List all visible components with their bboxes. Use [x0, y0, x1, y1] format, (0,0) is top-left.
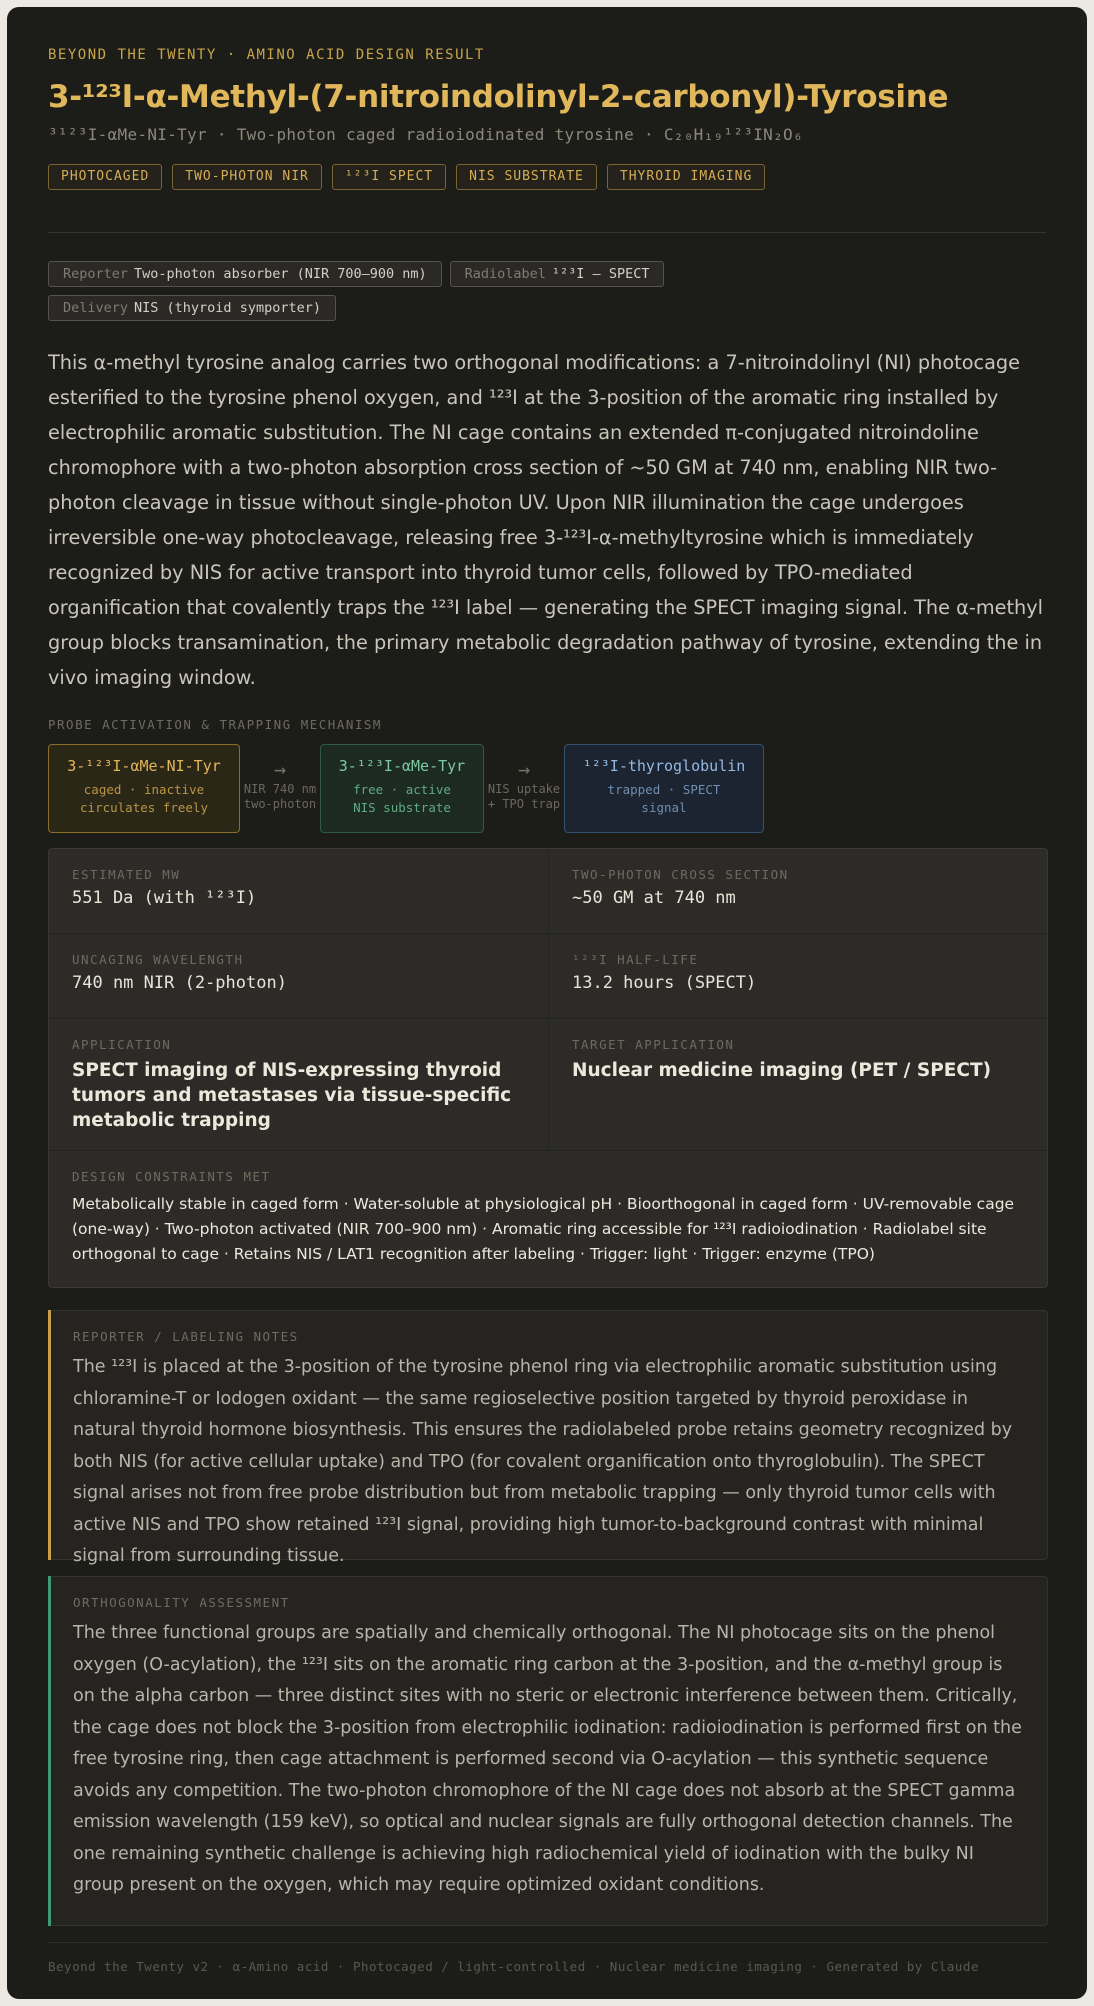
property-cross-section	[548, 849, 1047, 933]
footer-divider	[48, 1942, 1048, 1943]
compound-subtitle: ³¹²³I-αMe-NI-Tyr · Two-photon caged radioiodinated tyrosine · C₂₀H₁₉¹²³IN₂O₆	[48, 125, 803, 144]
property-half-life	[548, 934, 1047, 1018]
eyebrow: BEYOND THE TWENTY · AMINO ACID DESIGN RESULT	[48, 47, 485, 63]
tag-two-photon: TWO-PHOTON NIR	[172, 164, 322, 190]
arrow-label: + TPO trap	[487, 797, 561, 811]
property-value: ~50 GM at 740 nm	[572, 888, 736, 908]
arrow-right-icon: →	[517, 757, 531, 781]
node-title: 3-¹²³I-αMe-NI-Tyr	[67, 757, 221, 775]
footer: Beyond the Twenty v2 · α-Amino acid · Photocaged / light-controlled · Nuclear medicine imaging · Generated by Claude	[48, 1959, 979, 1974]
node-sub: circulates freely	[80, 800, 208, 815]
node-title: 3-¹²³I-αMe-Tyr	[338, 757, 466, 775]
node-sub: NIS substrate	[353, 800, 451, 815]
mechanism-flow	[48, 744, 1046, 840]
node-free	[320, 744, 484, 833]
design-constraints	[49, 1151, 1047, 1287]
arrow-label: NIS uptake	[487, 782, 561, 796]
meta-key: Reporter	[63, 266, 129, 282]
meta-chips	[48, 261, 808, 321]
node-title: ¹²³I-thyroglobulin	[582, 757, 746, 775]
arrow-label: two-photon	[243, 797, 317, 811]
tag-thyroid: THYROID IMAGING	[607, 164, 765, 190]
property-label: TARGET APPLICATION	[572, 1037, 735, 1052]
node-sub: free · active	[353, 782, 451, 797]
tag-photocaged: PHOTOCAGED	[48, 164, 162, 190]
property-label: ¹²³I HALF-LIFE	[572, 952, 699, 967]
arrow-uncage	[234, 756, 326, 812]
property-label: ESTIMATED MW	[72, 867, 181, 882]
node-sub: signal	[641, 800, 687, 815]
property-wavelength	[49, 934, 548, 1018]
tag-spect: ¹²³I SPECT	[332, 164, 446, 190]
result-card	[7, 7, 1087, 1999]
orthogonality-body: The three functional groups are spatially and chemically orthogonal. The NI photocage sits on the phenol oxygen (O-acylation), the ¹²³I sits on the aromatic ring carbon at the 3-position, and the α-methyl group is on the alpha carbon — three distinct sites with no steric or electronic interference between them. Critically, the cage does not block the 3-position from electrophilic iodination: radioiodination is performed first on the free tyrosine ring, then cage attachment is performed second via O-acylation — this synthetic sequence avoids any competition. The two-photon chromophore of the NI cage does not absorb at the SPECT gamma emission wavelength (159 keV), so optical and nuclear signals are fully orthogonal detection channels. The one remaining synthetic challenge is achieving high radiochemical yield of iodination with the bulky NI group present on the oxygen, which may require optimized oxidant conditions.	[73, 1623, 1022, 1895]
property-label: APPLICATION	[72, 1037, 172, 1052]
property-value: SPECT imaging of NIS-expressing thyroid tumors and metastases via tissue-specific metabolic trapping	[72, 1060, 512, 1131]
meta-value: ¹²³I — SPECT	[551, 266, 650, 282]
arrow-right-icon: →	[273, 757, 287, 781]
meta-value: Two-photon absorber (NIR 700–900 nm)	[134, 266, 427, 282]
meta-delivery	[48, 295, 336, 321]
reporter-notes	[48, 1310, 1048, 1566]
orthogonality-label: ORTHOGONALITY ASSESSMENT	[73, 1595, 290, 1610]
reporter-notes-body: The ¹²³I is placed at the 3-position of the tyrosine phenol ring via electrophilic aromatic substitution using chloramine-T or Iodogen oxidant — the same regioselective position targeted by thyroid peroxidase in natural thyroid hormone biosynthesis. This ensures the radiolabeled probe retains geometry recognized by both NIS (for active cellular uptake) and TPO (for covalent organification onto thyroglobulin). The SPECT signal arises not from free probe distribution but from metabolic trapping — only thyroid tumor cells with active NIS and TPO show retained ¹²³I signal, providing high tumor-to-background contrast with minimal signal from surrounding tissue.	[73, 1357, 1013, 1566]
arrow-trap	[476, 756, 572, 812]
description: This α-methyl tyrosine analog carries two orthogonal modifications: a 7-nitroindolinyl (NI) photocage esterified to the tyrosine phenol oxygen, and ¹²³I at the 3-position of the aromatic ring installed by electrophilic aromatic substitution. The NI cage contains an extended π-conjugated nitroindoline chromophore with a two-photon absorption cross section of ~50 GM at 740 nm, enabling NIR two-photon cleavage in tissue without single-photon UV. Upon NIR illumination the cage undergoes irreversible one-way photocleavage, releasing free 3-¹²³I-α-methyltyrosine which is immediately recognized by NIS for active transport into thyroid tumor cells, followed by TPO-mediated organification that covalently traps the ¹²³I label — generating the SPECT imaging signal. The α-methyl group blocks transamination, the primary metabolic degradation pathway of tyrosine, extending the in vivo imaging window.	[48, 351, 1044, 689]
page-title: 3-¹²³I-α-Methyl-(7-nitroindolinyl-2-carbonyl)-Tyrosine	[48, 79, 949, 115]
meta-key: Delivery	[63, 300, 129, 316]
property-application	[49, 1019, 548, 1150]
node-sub: trapped · SPECT	[607, 782, 721, 797]
tag-list	[48, 164, 1046, 190]
tag-nis: NIS SUBSTRATE	[456, 164, 597, 190]
node-sub: caged · inactive	[83, 782, 205, 797]
meta-value: NIS (thyroid symporter)	[134, 300, 321, 316]
constraints-value: Metabolically stable in caged form · Water-soluble at physiological pH · Bioorthogonal in caged form · UV-removable cage (one-way) · Two-photon activated (NIR 700–900 nm) · Aromatic ring accessible for ¹²³I radioiodination · Radiolabel site orthogonal to cage · Retains NIS / LAT1 recognition after labeling · Trigger: light · Trigger: enzyme (TPO)	[72, 1195, 1015, 1263]
orthogonality-assessment	[48, 1576, 1048, 1926]
reporter-notes-label: REPORTER / LABELING NOTES	[73, 1329, 299, 1344]
divider	[48, 232, 1046, 233]
constraints-label: DESIGN CONSTRAINTS MET	[72, 1169, 271, 1184]
property-target	[548, 1019, 1047, 1150]
mechanism-label: PROBE ACTIVATION & TRAPPING MECHANISM	[48, 717, 382, 732]
property-label: UNCAGING WAVELENGTH	[72, 952, 244, 967]
node-caged	[48, 744, 240, 833]
property-value: 13.2 hours (SPECT)	[572, 973, 757, 993]
meta-reporter	[48, 261, 442, 287]
property-mw	[49, 849, 548, 933]
arrow-label: NIR 740 nm	[243, 782, 317, 796]
properties-grid	[48, 848, 1048, 1288]
property-value: 551 Da (with ¹²³I)	[72, 888, 257, 908]
property-value: Nuclear medicine imaging (PET / SPECT)	[572, 1060, 992, 1081]
meta-radiolabel	[450, 261, 665, 287]
node-trapped	[564, 744, 764, 833]
property-value: 740 nm NIR (2-photon)	[72, 973, 287, 993]
meta-key: Radiolabel	[464, 266, 546, 282]
property-label: TWO-PHOTON CROSS SECTION	[572, 867, 789, 882]
